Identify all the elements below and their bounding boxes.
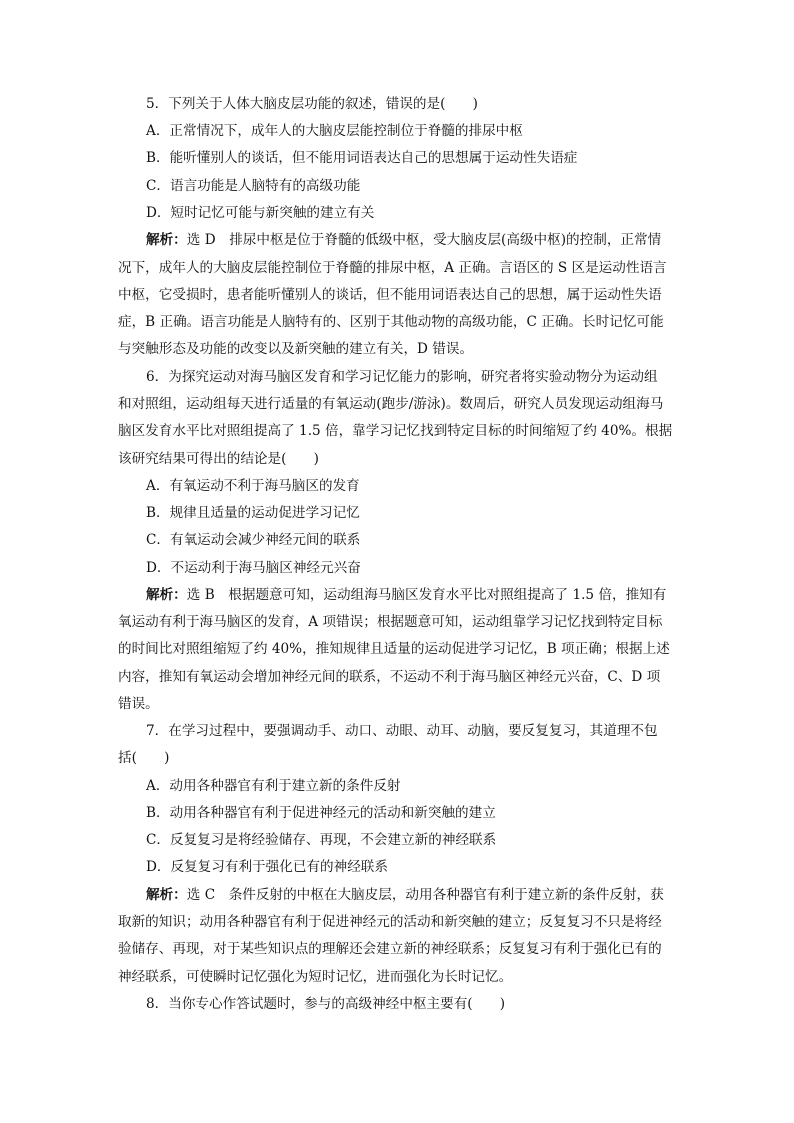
analysis-label: 解析： [146, 887, 187, 903]
question-5-stem: 5．下列关于人体大脑皮层功能的叙述，错误的是( ) [146, 96, 478, 112]
question-6-analysis-line-2: 氧运动有利于海马脑区的发育，A 项错误；根据题意可知，运动组靠学习记忆找到特定目标 [118, 614, 663, 630]
question-6-option-a: A．有氧运动不利于海马脑区的发育 [146, 478, 360, 494]
question-7-option-d: D．反复复习有利于强化已有的神经联系 [146, 859, 388, 875]
question-7-option-b: B．动用各种器官有利于促进神经元的活动和新突触的建立 [146, 805, 496, 821]
question-5-analysis-line-5: 与突触形态及功能的改变以及新突触的建立有关，D 错误。 [118, 341, 474, 357]
question-7-analysis-line-3: 验储存、再现，对于某些知识点的理解还会建立新的神经联系；反复复习有利于强化已有的 [118, 941, 662, 957]
question-5-analysis-line-4: 症，B 正确。语言功能是人脑特有的、区别于其他动物的高级功能，C 正确。长时记忆可能 [118, 314, 664, 330]
question-6-option-c: C．有氧运动会减少神经元间的联系 [146, 532, 361, 548]
analysis-text: 选 D 排尿中枢是位于脊髓的低级中枢，受大脑皮层(高级中枢)的控制，正常情 [186, 232, 662, 248]
question-5-option-b: B．能听懂别人的谈话，但不能用词语表达自己的思想属于运动性失语症 [146, 150, 578, 166]
question-6-analysis-line-5: 错误。 [118, 696, 159, 712]
question-7-option-c: C．反复复习是将经验储存、再现，不会建立新的神经联系 [146, 832, 497, 848]
question-5-option-d: D．短时记忆可能与新突触的建立有关 [146, 205, 375, 221]
question-7-stem-line-2: 括( ) [118, 750, 170, 766]
question-6-analysis-line-4: 内容，推知有氧运动会增加神经元间的联系，不运动不利于海马脑区神经元兴奋，C、D 项 [118, 669, 661, 685]
question-6-stem-line-2: 和对照组，运动组每天进行适量的有氧运动(跑步/游泳)。数周后，研究人员发现运动组海马 [118, 396, 664, 412]
question-6-analysis-line-1 [146, 586, 666, 604]
question-6-option-d: D．不运动利于海马脑区神经元兴奋 [146, 560, 361, 576]
question-7-analysis-line-4: 神经联系，可使瞬时记忆强化为短时记忆，进而强化为长时记忆。 [118, 969, 513, 985]
question-5-option-c: C．语言功能是人脑特有的高级功能 [146, 178, 361, 194]
question-5-analysis-line-3: 中枢，它受损时，患者能听懂别人的谈话，但不能用词语表达自己的思想，属于运动性失语 [118, 287, 662, 303]
analysis-text: 选 B 根据题意可知，运动组海马脑区发育水平比对照组提高了 1.5 倍，推知有 [186, 587, 667, 603]
question-5-analysis-line-2: 况下，成年人的大脑皮层能控制位于脊髓的排尿中枢，A 正确。言语区的 S 区是运动性语言 [118, 260, 667, 276]
question-8-stem: 8．当你专心作答试题时，参与的高级神经中枢主要有( ) [146, 996, 506, 1012]
question-6-stem-line-1: 6．为探究运动对海马脑区发育和学习记忆能力的影响，研究者将实验动物分为运动组 [146, 369, 658, 385]
question-6-option-b: B．规律且适量的运动促进学习记忆 [146, 505, 360, 521]
question-7-analysis-line-2: 取新的知识；动用各种器官有利于促进神经元的活动和新突触的建立；反复复习不只是将经 [118, 914, 662, 930]
analysis-label: 解析： [146, 232, 187, 248]
question-6-stem-line-3: 脑区发育水平比对照组提高了 1.5 倍，靠学习记忆找到特定目标的时间缩短了约 40%。根据 [118, 423, 673, 439]
analysis-text: 选 C 条件反射的中枢在大脑皮层，动用各种器官有利于建立新的条件反射，获 [186, 887, 664, 903]
question-7-stem-line-1: 7．在学习过程中，要强调动手、动口、动眼、动耳、动脑，要反复复习，其道理不包 [146, 723, 658, 739]
question-6-stem-line-4: 该研究结果可得出的结论是( ) [118, 451, 319, 467]
question-7-analysis-line-1 [146, 886, 664, 904]
question-5-analysis-line-1 [146, 231, 661, 249]
question-6-analysis-line-3: 的时间比对照组缩短了约 40%，推知规律且适量的运动促进学习记忆，B 项正确；根据上述 [118, 641, 670, 657]
question-7-option-a: A．动用各种器官有利于建立新的条件反射 [146, 778, 401, 794]
analysis-label: 解析： [146, 587, 187, 603]
question-5-option-a: A．正常情况下，成年人的大脑皮层能控制位于脊髓的排尿中枢 [146, 123, 523, 139]
